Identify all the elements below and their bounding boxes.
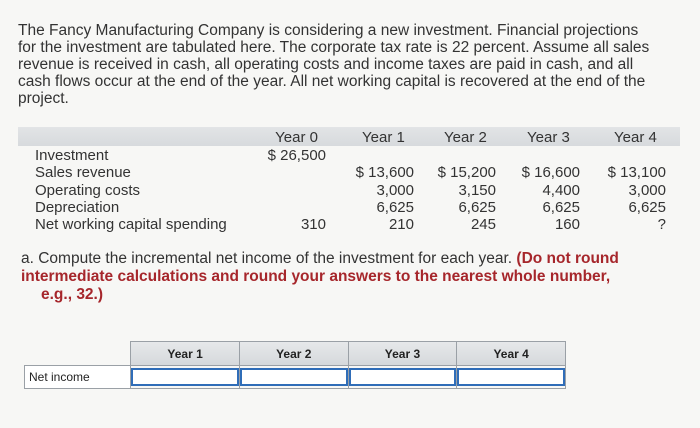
cell-nwc-year3: 160: [554, 216, 580, 233]
net-income-row: [25, 366, 566, 389]
cell-opcost-year3: 4,400: [542, 182, 580, 199]
answer-header-year3: Year 3: [348, 342, 457, 366]
answer-header-year1: Year 1: [131, 342, 240, 366]
cell-opcost-year1: 3,000: [376, 182, 414, 199]
cell-dep-year4: 6,625: [628, 199, 666, 216]
net-income-year4-input[interactable]: [457, 368, 565, 386]
cell-nwc-year4: ?: [657, 216, 666, 233]
answer-header-year4: Year 4: [457, 342, 566, 366]
header-year-0: Year 0: [275, 129, 318, 146]
answer-header-year2: Year 2: [239, 342, 348, 366]
header-year-4: Year 4: [614, 129, 657, 146]
cell-nwc-year0: 310: [300, 216, 326, 233]
net-income-year1-input[interactable]: [131, 368, 239, 386]
cell-investment-year0: $ 26,500: [267, 147, 326, 164]
question-a: [21, 250, 661, 304]
question-rounding-note: (Do not round intermediate calculations and round your answers to the nearest whole number,: [21, 250, 619, 285]
cell-sales-year1: $ 13,600: [355, 164, 414, 181]
cell-sales-year3: $ 16,600: [521, 164, 580, 181]
net-income-label: Net income: [25, 366, 131, 389]
problem-intro: The Fancy Manufacturing Company is considering a new investment. Financial projections for the investment are tabulated here. The corporate tax rate is 22 percent. Assume all sales revenue is received in cash, all operating costs and income taxes are paid in cash, and all cash flows occur at the end of the year. All net working capital is recovered at the end of the project.: [18, 22, 650, 107]
row-label-nwc-spending: Net working capital spending: [35, 216, 227, 233]
header-year-3: Year 3: [527, 129, 570, 146]
cell-sales-year4: $ 13,100: [607, 164, 666, 181]
cell-dep-year1: 6,625: [376, 199, 414, 216]
cell-dep-year3: 6,625: [542, 199, 580, 216]
question-example: e.g., 32.): [41, 286, 104, 303]
cell-opcost-year2: 3,150: [458, 182, 496, 199]
net-income-year2-input[interactable]: [240, 368, 348, 386]
cell-dep-year2: 6,625: [458, 199, 496, 216]
net-income-year3-input[interactable]: [349, 368, 457, 386]
header-year-2: Year 2: [444, 129, 487, 146]
cell-opcost-year4: 3,000: [628, 182, 666, 199]
cell-nwc-year1: 210: [388, 216, 414, 233]
row-label-depreciation: Depreciation: [35, 199, 120, 216]
projection-header-band: [18, 127, 680, 146]
cell-nwc-year2: 245: [470, 216, 496, 233]
answer-header-row: [25, 342, 566, 366]
net-income-answer-table: [24, 341, 566, 389]
header-year-1: Year 1: [362, 129, 405, 146]
row-label-operating-costs: Operating costs: [35, 182, 141, 199]
question-prefix: a. Compute the incremental net income of the investment for each year.: [21, 250, 513, 267]
answer-header-blank: [25, 342, 131, 366]
row-label-sales-revenue: Sales revenue: [35, 164, 131, 181]
row-label-investment: Investment: [35, 147, 109, 164]
cell-sales-year2: $ 15,200: [437, 164, 496, 181]
